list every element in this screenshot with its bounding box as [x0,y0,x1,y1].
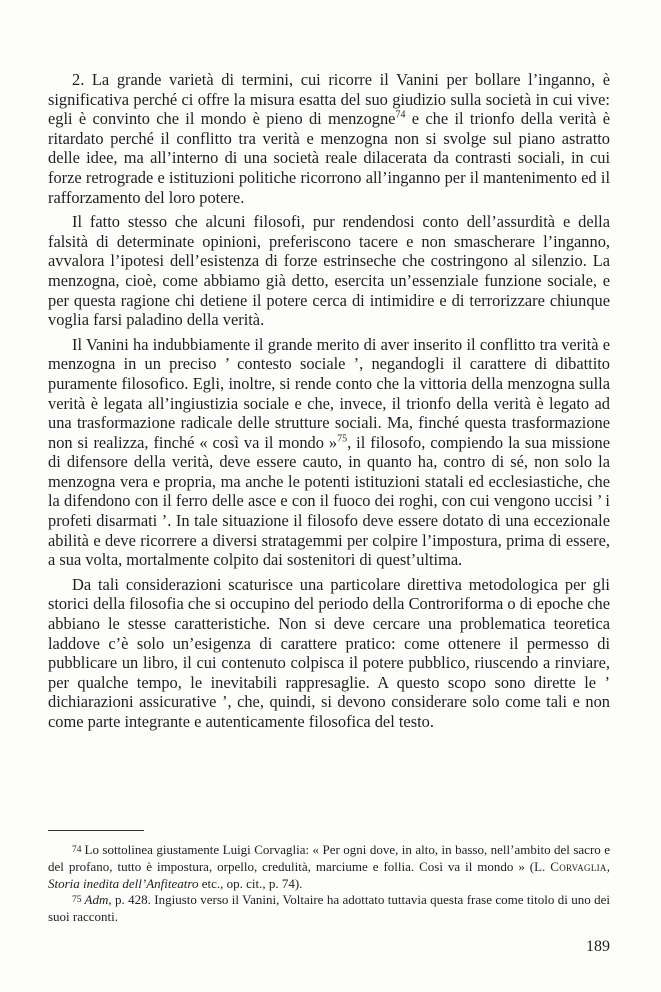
paragraph-4: Da tali considerazioni scaturisce una particolare direttiva metodologica per gli storici della filosofia che si occupino del periodo della Controriforma o di epoche che abbiano le stesse caratteristiche. Non si deve cercare una problematica teoretica laddove c’è solo un’esigenza di carattere pratico: come ottenere il permesso di pubblicare un libro, il cui contenuto colpisca il potere pubblico, riuscendo a rinviare, per qualche tempo, le inevitabili rappresaglie. A questo scopo sono dirette le ’ dichiarazioni assicurative ’, che, quindi, si devono considerare solo come tali e non come parte integrante e autenticamente filosofica del testo. [48,574,610,731]
work-abbrev: Adm [84,892,109,908]
footnote-ref-75: 75 [337,433,348,445]
author-name: Corvaglia [550,858,607,874]
paragraph-2: Il fatto stesso che alcuni filosofi, pur rendendosi conto dell’assurdità e della falsità di determinate opinioni, preferiscono tacere e non smascherare l’inganno, avvalora l’ipotesi dell’esistenza di forze estrinseche che costringono al silenzio. La menzogna, cioè, come abbiamo già detto, esercita un’essenziale funzione sociale, e per questa ragione chi detiene il potere cerca di intimidire e di terrorizzare chiunque voglia farsi paladino della verità. [48,212,610,330]
main-text [48,70,610,737]
book-title: Storia inedita dell’Anfiteatro [48,875,199,891]
footnote-number: 75 [72,895,82,906]
footnote-number: 74 [72,845,82,855]
footnote-75: 75 Adm, p. 428. Ingiusto verso il Vanini, Voltaire ha adottato tuttavia questa frase come titolo di uno dei suoi racconti. [48,892,610,925]
paragraph-1: 2. La grande varietà di termini, cui ricorre il Vanini per bollare l’inganno, è significativa perché ci offre la misura esatta del suo giudizio sulla società in cui vive: egli è convinto che il mondo è pieno di menzogne$^{74}$ e che il trionfo della verità è ritardato perché il conflitto tra verità e menzogna non si svolge sul piano astratto delle idee, ma all’interno di una società reale dilacerata da contrasti sociali, in cui forze retrograde e istituzioni politiche ricorrono all’inganno per il mantenimento ed il rafforzamento del loro potere. [48,70,610,207]
page-number: 189 [586,938,610,955]
footnotes [48,842,610,926]
footnote-74: 74 Lo sottolinea giustamente Luigi Corvaglia: « Per ogni dove, in alto, in basso, nell’ambito del sacro e del profano, tutto è impostura, orpello, credulità, marciume e follia. Così va il mondo » (L. Corvaglia, Storia inedita dell’Anfiteatro etc., op. cit., p. 74). [48,842,610,891]
paragraph-3: Il Vanini ha indubbiamente il grande merito di aver inserito il conflitto tra verità e menzogna in un preciso ’ contesto sociale ’, negandogli il carattere di dibattito puramente filosofico. Egli, inoltre, si rende conto che la vittoria della menzogna sulla verità è legata all’ingiustizia sociale e che, invece, il trionfo della verità è legato ad una trasformazione radicale delle strutture sociali. Ma, finché questa trasformazione non si realizza, finché « così va il mondo »$^{75}$, il filosofo, compiendo la sua missione di difensore della verità, deve essere cauto, in quanto ha, contro di sé, non solo la menzogna vera e propria, ma anche le potenti istituzioni statali ed ecclesiastiche, che la difendono con il ferro delle asce e con il fuoco dei roghi, con cui vengono uccisi ’ i profeti disarmati ’. In tale situazione il filosofo deve essere dotato di una eccezionale abilità e deve ricorrere a diversi stratagemmi per colpire l’impostura, prima di essere, a sua volta, mortalmente colpito dai sostenitori di quest’ultima. [48,334,610,570]
footnote-divider [48,830,144,831]
footnote-ref-74: 74 [395,109,406,121]
